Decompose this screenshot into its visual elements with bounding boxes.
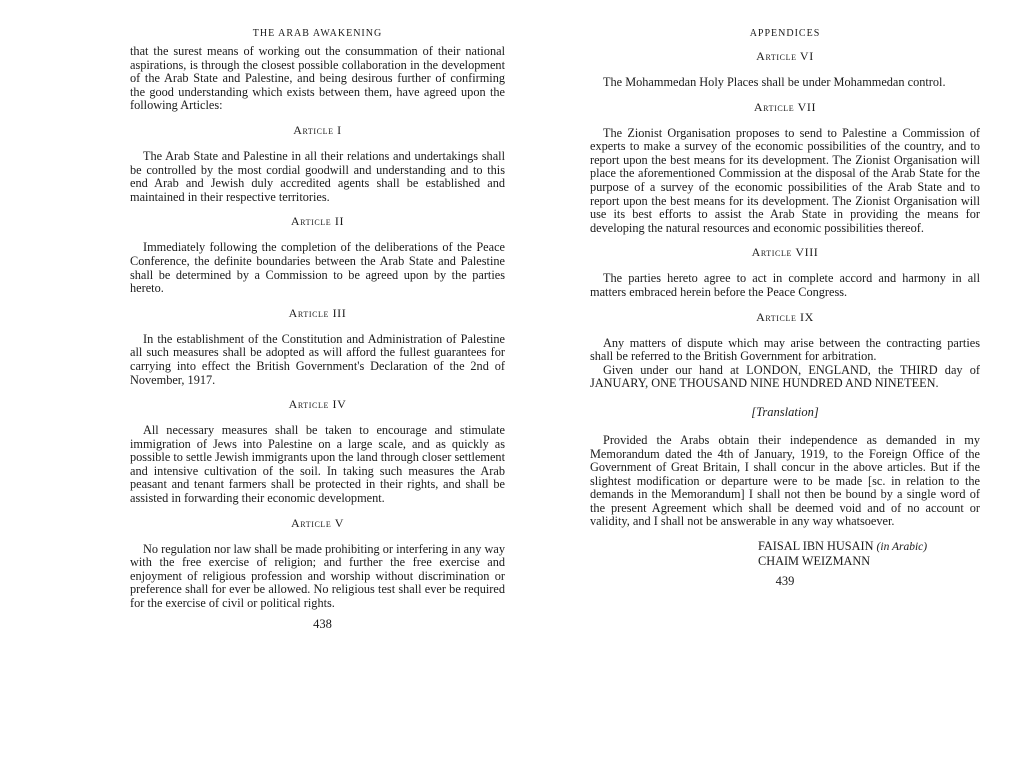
- article-text: Any matters of dispute which may arise between the contracting parties shall be referred to the British Government for arbitration.: [590, 335, 980, 364]
- article-text: All necessary measures shall be taken to encourage and stimulate immigration of Jews into Palestine on a large scale, and as quickly as possible to settle Jewish immigrants upon the land through closer settlement and intensive cultivation of the soil. In taking such measures the Arab peasant and tenant farmers shall be protected in their rights, and shall be assisted in forwarding their economic development.: [130, 423, 505, 506]
- intro-paragraph: that the surest means of working out the consummation of their national aspirations, is through the closest possible collaboration in the development of the Arab State and Palestine, and being desirous further of confirming the good understanding which exists between them, have agreed upon the following Articles:: [130, 44, 505, 113]
- right-page: [515, 0, 1030, 766]
- signatory-note: (in Arabic): [876, 541, 928, 554]
- signatory-name: CHAIM WEIZMANN: [758, 554, 871, 569]
- given-under-paragraph: Given under our hand at LONDON, ENGLAND, the THIRD day of JANUARY, ONE THOUSAND NINE HUNDRED AND NINETEEN.: [590, 362, 980, 391]
- article-heading: Article IV: [288, 397, 347, 412]
- signatory: [758, 539, 980, 554]
- article-heading: Article VII: [753, 99, 817, 114]
- article-text: Immediately following the completion of the deliberations of the Peace Conference, the definite boundaries between the Arab State and Palestine shall be determined by a Commission to be agreed upon by the parties hereto.: [130, 240, 505, 296]
- article-text: The parties hereto agree to act in complete accord and harmony in all matters embraced herein before the Peace Congress.: [590, 271, 980, 299]
- article-heading: Article V: [290, 515, 345, 530]
- article-heading: Article II: [290, 214, 345, 229]
- signatures-block: [758, 539, 980, 568]
- article-text: The Zionist Organisation proposes to send to Palestine a Commission of experts to make a survey of the economic possibilities of the country, and to report upon the best means for its development. The Zionist Organisation will place the aforementioned Commission at the disposal of the Arab State for the purpose of a survey of the economic possibilities of the Arab State and to report upon the best means for its development. The Zionist Organisation will use its best efforts to assist the Arab State in providing the means for developing the natural resources and economic possibilities thereof.: [590, 125, 980, 235]
- translation-paragraph: Provided the Arabs obtain their independence as demanded in my Memorandum dated the 4th of January, 1919, to the Foreign Office of the Government of Great Britain, I shall concur in the above articles. But if the slightest modification or departure were to be made [sc. in relation to the demands in the Memorandum] I shall not then be bound by a single word of the present Agreement which shall be deemed void and of no account or validity, and I shall not be answerable in any way whatsoever.: [590, 432, 980, 529]
- article-text: In the establishment of the Constitution and Administration of Palestine all such measures shall be adopted as will afford the fullest guarantees for carrying into effect the British Government's Declaration of the 2nd of November, 1917.: [130, 331, 505, 387]
- article-heading: Article III: [288, 305, 347, 320]
- article-heading: Article VI: [756, 49, 814, 63]
- article-heading: Article VIII: [751, 245, 819, 260]
- running-head-left: THE ARAB AWAKENING: [252, 28, 383, 39]
- page-number-right: 439: [775, 574, 795, 589]
- signatory: [758, 554, 980, 568]
- article-text: The Mohammedan Holy Places shall be under Mohammedan control.: [603, 75, 946, 89]
- running-head-right: APPENDICES: [749, 28, 821, 39]
- page-number-left: 438: [313, 616, 332, 631]
- article-text: The Arab State and Palestine in all their relations and undertakings shall be controlled by the most cordial goodwill and understanding and to this end Arab and Jewish duly accredited agents shall be established and maintained in their respective territories.: [130, 148, 505, 204]
- article-heading: Article I: [293, 122, 342, 137]
- translation-heading: [Translation]: [751, 404, 819, 419]
- signatory-name: FAISAL IBN HUSAIN: [758, 539, 874, 554]
- article-heading: Article IX: [756, 309, 814, 324]
- article-text: No regulation nor law shall be made prohibiting or interfering in any way with the free exercise of religion; and further the free exercise and enjoyment of religious profession and worship without discrimination or preference shall for ever be allowed. No religious test shall ever be required for the exercise of civil or political rights.: [130, 541, 505, 611]
